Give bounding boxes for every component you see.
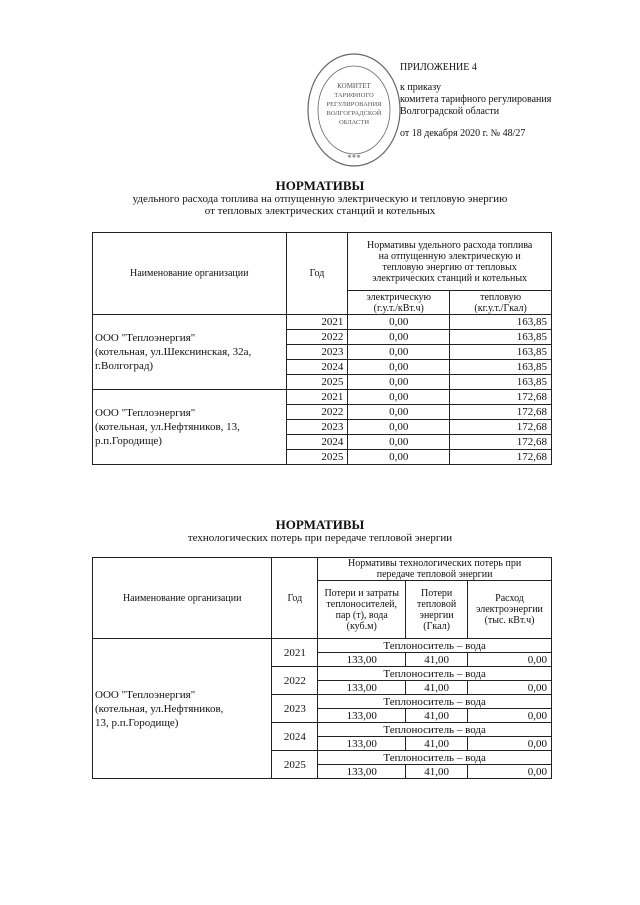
region-label: Волгоградской области — [400, 106, 500, 117]
loss-cell: 133,00 — [318, 653, 406, 667]
power-cell: 0,00 — [468, 709, 552, 723]
col-year-header: Год — [286, 233, 348, 315]
year-cell: 2023 — [272, 695, 318, 723]
table-row — [93, 315, 552, 330]
carrier-cell: Теплоноситель – вода — [318, 667, 552, 681]
col-org-header: Наименование организации — [93, 233, 287, 315]
col-loss-header: Потери и затраты теплоносителей, пар (т), вода (куб.м) — [318, 581, 406, 639]
elec-cell: 0,00 — [348, 435, 450, 450]
year-cell: 2022 — [272, 667, 318, 695]
year-cell: 2025 — [286, 450, 348, 465]
heat-loss-cell: 41,00 — [406, 737, 468, 751]
year-cell: 2022 — [286, 330, 348, 345]
year-cell: 2023 — [286, 345, 348, 360]
svg-text:РЕГУЛИРОВАНИЯ: РЕГУЛИРОВАНИЯ — [326, 101, 382, 108]
svg-text:ВОЛГОГРАДСКОЙ: ВОЛГОГРАДСКОЙ — [326, 110, 382, 117]
year-cell: 2024 — [286, 435, 348, 450]
section1-title: НОРМАТИВЫ — [275, 178, 365, 193]
heat-loss-table — [92, 557, 552, 779]
year-cell: 2022 — [286, 405, 348, 420]
heat-cell: 172,68 — [450, 435, 552, 450]
col-norm-header: Нормативы технологических потерь при передаче тепловой энергии — [318, 558, 552, 581]
fuel-norms-table — [92, 232, 552, 465]
year-cell: 2024 — [272, 723, 318, 751]
svg-text:❖❖❖: ❖❖❖ — [347, 155, 361, 160]
order-label: к приказу — [400, 82, 441, 93]
power-cell: 0,00 — [468, 653, 552, 667]
power-cell: 0,00 — [468, 765, 552, 779]
col-elec-header: электрическую (г.у.т./кВт.ч) — [348, 291, 450, 315]
elec-cell: 0,00 — [348, 420, 450, 435]
org-cell: ООО "Теплоэнергия" (котельная, ул.Шекснинская, 32а, г.Волгоград) — [93, 315, 287, 390]
svg-text:ТАРИФНОГО: ТАРИФНОГО — [334, 92, 374, 99]
heat-cell: 172,68 — [450, 450, 552, 465]
loss-cell: 133,00 — [318, 737, 406, 751]
col-power-header: Расход электроэнергии (тыс. кВт.ч) — [468, 581, 552, 639]
committee-label: комитета тарифного регулирования — [400, 94, 552, 105]
col-year-header: Год — [272, 558, 318, 639]
year-cell: 2023 — [286, 420, 348, 435]
section2-title: НОРМАТИВЫ — [275, 517, 365, 532]
loss-cell: 133,00 — [318, 765, 406, 779]
heat-cell: 163,85 — [450, 345, 552, 360]
carrier-cell: Теплоноситель – вода — [318, 723, 552, 737]
col-org-header: Наименование организации — [93, 558, 272, 639]
order-date: от 18 декабря 2020 г. № 48/27 — [400, 128, 526, 139]
heat-cell: 163,85 — [450, 360, 552, 375]
elec-cell: 0,00 — [348, 345, 450, 360]
section1-subtitle-line2: от тепловых электрических станций и котельных — [204, 205, 436, 217]
elec-cell: 0,00 — [348, 315, 450, 330]
col-heat-loss-header: Потери тепловой энергии (Гкал) — [406, 581, 468, 639]
power-cell: 0,00 — [468, 681, 552, 695]
heat-loss-cell: 41,00 — [406, 709, 468, 723]
loss-cell: 133,00 — [318, 681, 406, 695]
heat-cell: 163,85 — [450, 315, 552, 330]
year-cell: 2021 — [286, 390, 348, 405]
year-cell: 2025 — [272, 751, 318, 779]
elec-cell: 0,00 — [348, 375, 450, 390]
carrier-cell: Теплоноситель – вода — [318, 695, 552, 709]
heat-cell: 172,68 — [450, 390, 552, 405]
heat-cell: 172,68 — [450, 405, 552, 420]
elec-cell: 0,00 — [348, 360, 450, 375]
heat-cell: 163,85 — [450, 330, 552, 345]
loss-cell: 133,00 — [318, 709, 406, 723]
elec-cell: 0,00 — [348, 330, 450, 345]
org-cell: ООО "Теплоэнергия" (котельная, ул.Нефтяников, 13, р.п.Городище) — [93, 639, 272, 779]
heat-loss-cell: 41,00 — [406, 653, 468, 667]
elec-cell: 0,00 — [348, 450, 450, 465]
year-cell: 2021 — [286, 315, 348, 330]
official-stamp — [305, 50, 403, 170]
org-cell: ООО "Теплоэнергия" (котельная, ул.Нефтяников, 13, р.п.Городище) — [93, 390, 287, 465]
heat-loss-cell: 41,00 — [406, 681, 468, 695]
section1-subtitle-line1: удельного расхода топлива на отпущенную электрическую и тепловую энергию — [132, 193, 508, 205]
elec-cell: 0,00 — [348, 405, 450, 420]
carrier-cell: Теплоноситель – вода — [318, 639, 552, 653]
year-cell: 2025 — [286, 375, 348, 390]
section2-subtitle: технологических потерь при передаче тепловой энергии — [187, 532, 453, 544]
appendix-label: ПРИЛОЖЕНИЕ 4 — [400, 62, 477, 73]
col-norm-header: Нормативы удельного расхода топлива на отпущенную электрическую и тепловую энергию от тепловых электрических станций и котельных — [348, 233, 552, 291]
year-cell: 2021 — [272, 639, 318, 667]
svg-text:ОБЛАСТИ: ОБЛАСТИ — [338, 119, 370, 126]
carrier-cell: Теплоноситель – вода — [318, 751, 552, 765]
col-heat-header: тепловую (кг.у.т./Гкал) — [450, 291, 552, 315]
power-cell: 0,00 — [468, 737, 552, 751]
heat-cell: 163,85 — [450, 375, 552, 390]
heat-cell: 172,68 — [450, 420, 552, 435]
year-cell: 2024 — [286, 360, 348, 375]
svg-text:КОМИТЕТ: КОМИТЕТ — [337, 82, 371, 90]
heat-loss-cell: 41,00 — [406, 765, 468, 779]
table-row — [93, 639, 552, 653]
elec-cell: 0,00 — [348, 390, 450, 405]
table-row — [93, 390, 552, 405]
